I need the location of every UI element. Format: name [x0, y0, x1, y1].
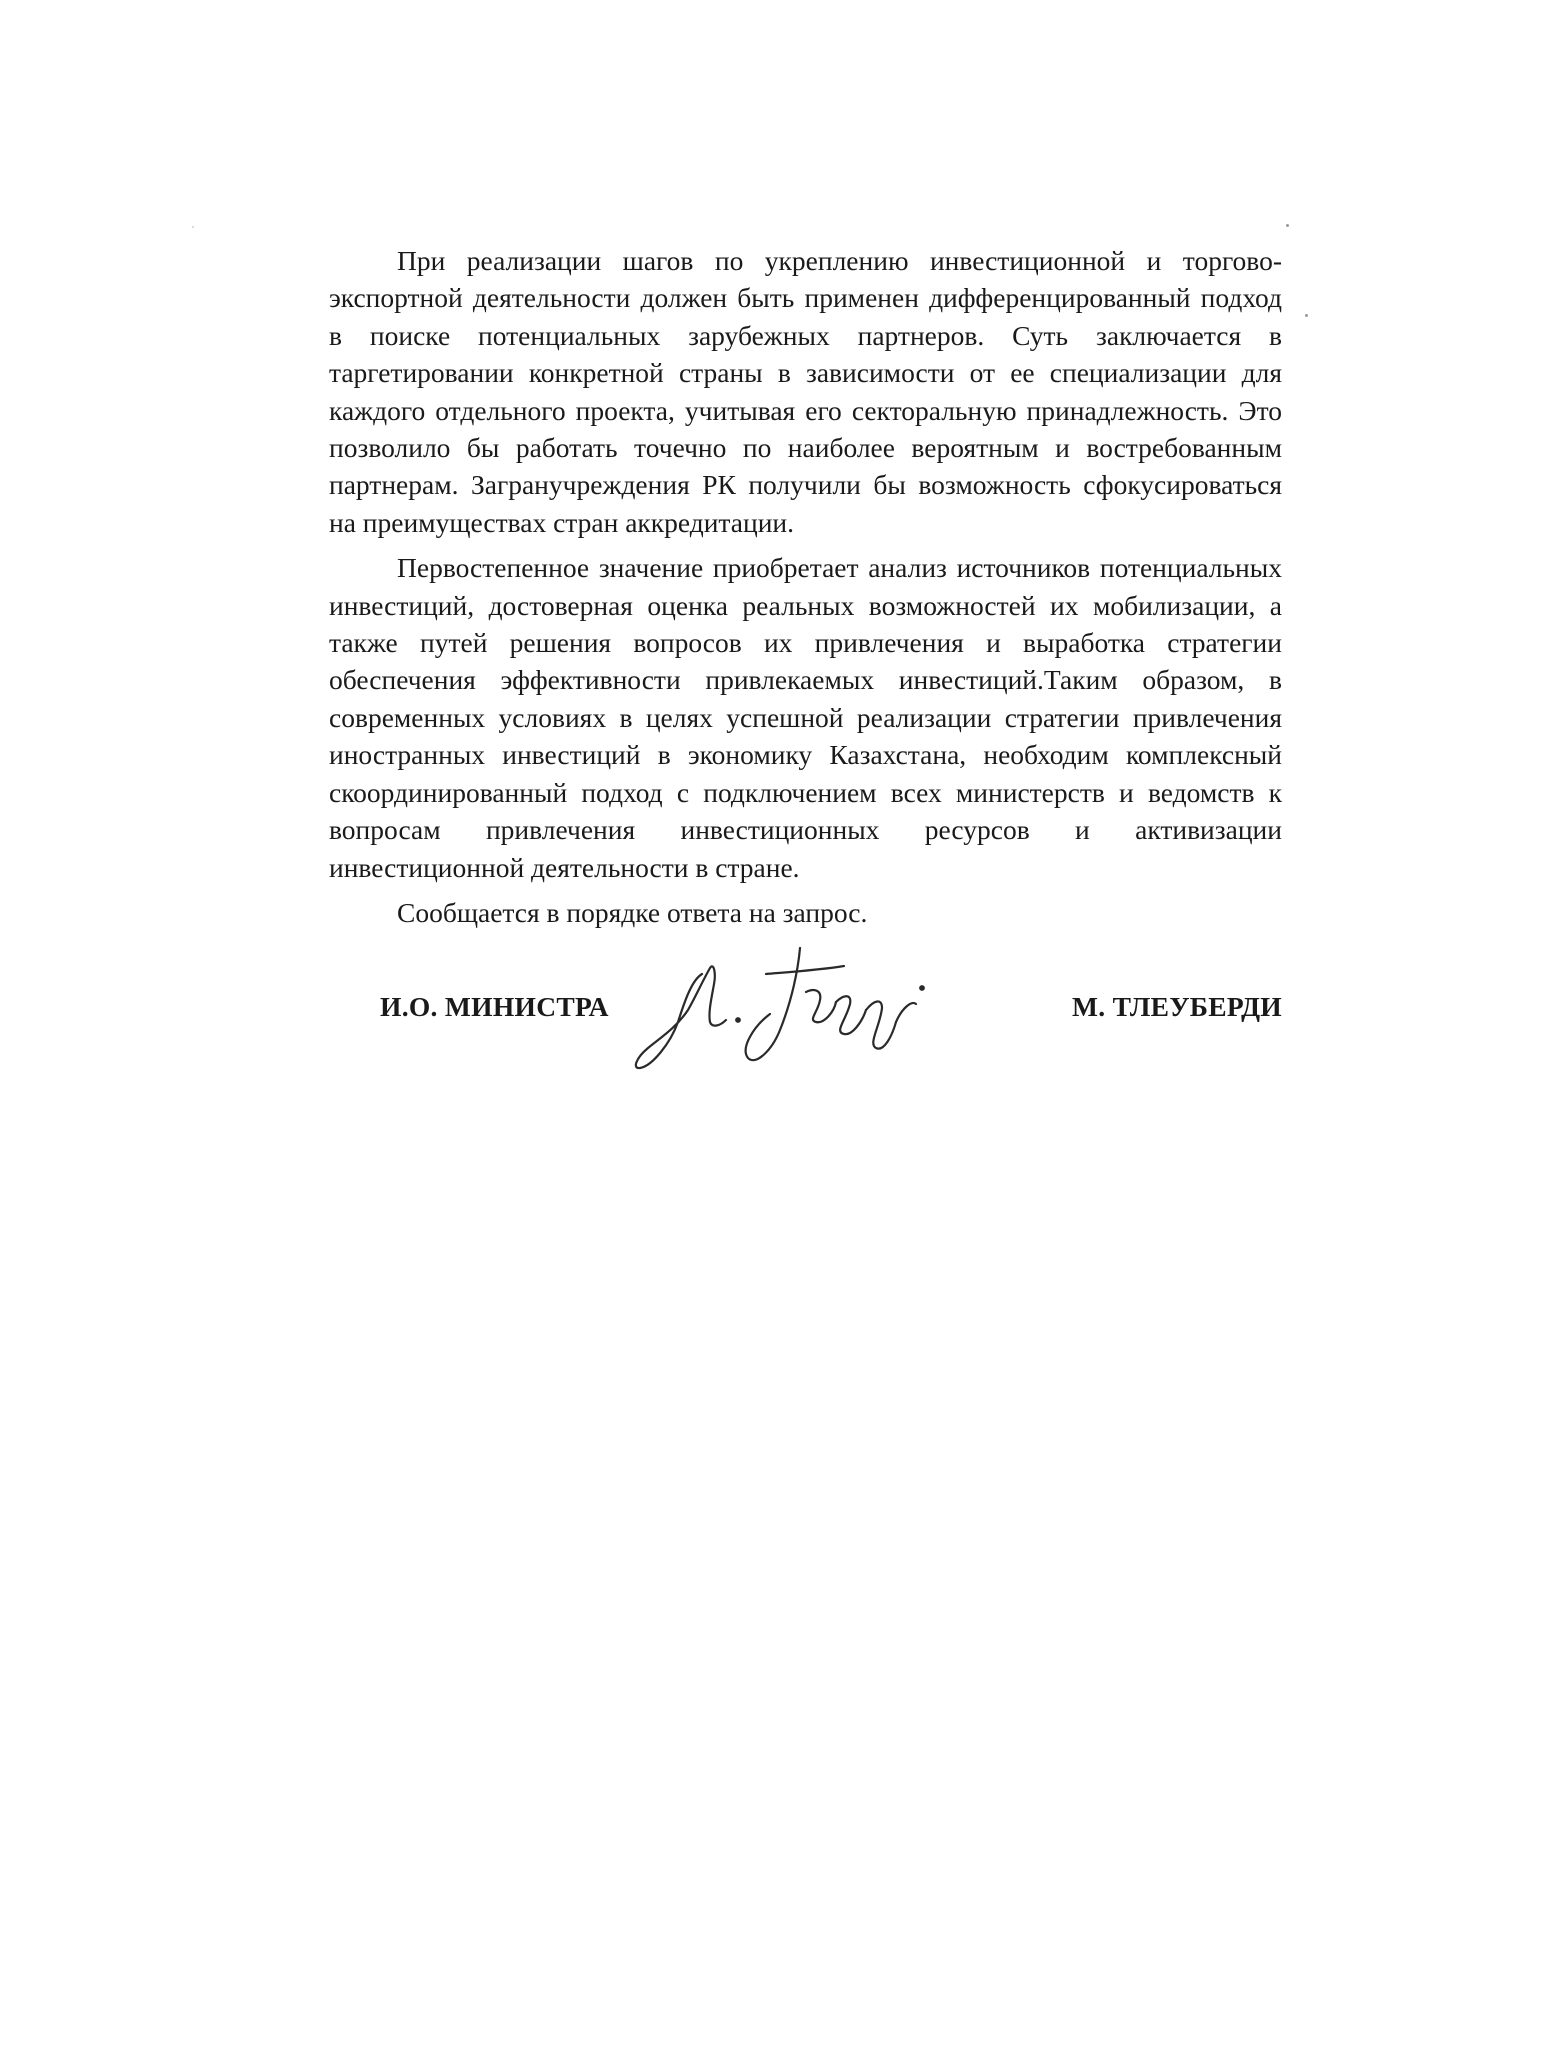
handwritten-signature — [630, 940, 960, 1080]
scan-speck — [192, 226, 194, 228]
paragraph-investment-strategy: Первостепенное значение приобретает анализ источников потенциальных инвестиций, достоверная оценка реальных возможностей их мобилизации, а также путей решения вопросов их привлечения и выработка стратегии обеспечения эффективности привлекаемых инвестиций.Таким образом, в современных условиях в целях успешной реализации стратегии привлечения иностранных инвестиций в экономику Казахстана, необходим комплексный скоординированный подход с подключением всех министерств и ведомств к вопросам привлечения инвестиционных ресурсов и активизации инвестиционной деятельности в стране. — [329, 552, 1282, 883]
scan-speck — [1305, 314, 1308, 317]
letter-body — [329, 242, 1282, 931]
scan-speck — [1286, 224, 1289, 227]
paragraph-closing: Сообщается в порядке ответа на запрос. — [397, 896, 868, 928]
signatory-name: М. ТЛЕУБЕРДИ — [1072, 991, 1282, 1022]
signatory-position: И.О. МИНИСТРА — [380, 991, 609, 1022]
paragraph-investment-approach: При реализации шагов по укреплению инвестиционной и торгово-экспортной деятельности должен быть применен дифференцированный подход в поиске потенциальных зарубежных партнеров. Суть заключается в таргетировании конкретной страны в зависимости от ее специализации для каждого отдельного проекта, учитывая его секторальную принадлежность. Это позволило бы работать точечно по наиболее вероятным и востребованным партнерам. Загранучреждения РК получили бы возможность сфокусироваться на преимуществах стран аккредитации. — [329, 245, 1282, 538]
